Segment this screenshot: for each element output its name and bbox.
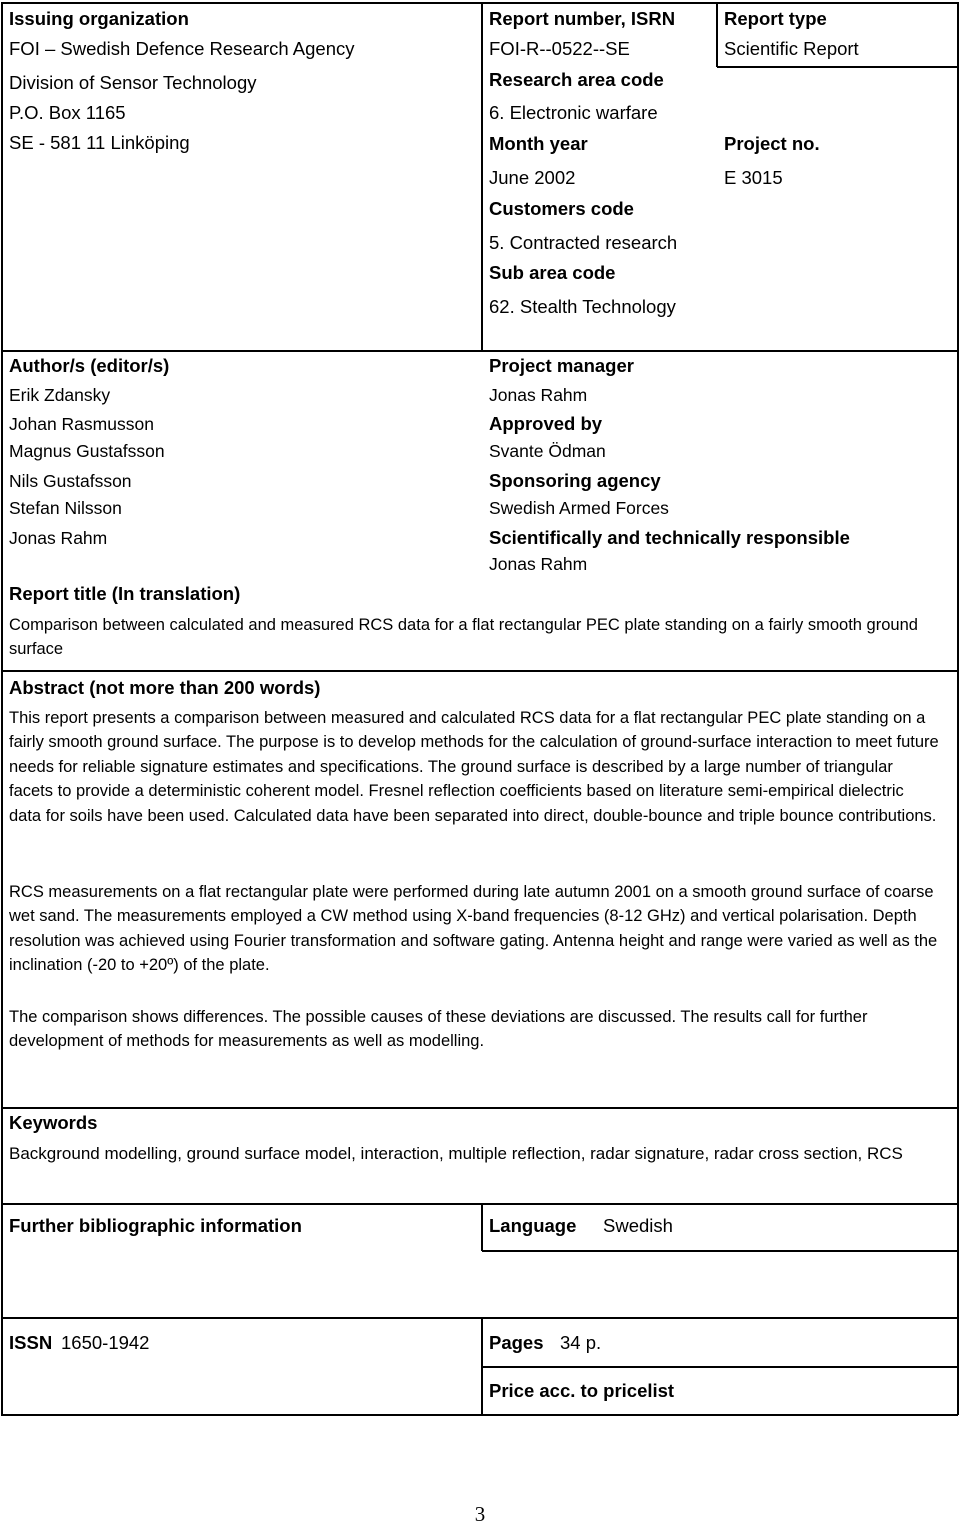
customers-code-value: 5. Contracted research	[489, 232, 678, 253]
issuing-organization-label: Issuing organization	[9, 8, 189, 29]
language-label: Language	[489, 1215, 577, 1236]
month-year-value: June 2002	[489, 167, 576, 188]
project-no-label: Project no.	[724, 133, 820, 154]
rule-under-report-type	[717, 66, 958, 68]
issn-label: ISSN	[9, 1332, 53, 1353]
approved-by-value: Svante Ödman	[489, 441, 606, 461]
author-name: Stefan Nilsson	[9, 498, 122, 518]
sponsoring-agency-value: Swedish Armed Forces	[489, 498, 669, 518]
responsible-value: Jonas Rahm	[489, 554, 588, 574]
border-bottom	[1, 1414, 958, 1416]
report-type-label: Report type	[724, 8, 827, 29]
issuing-line-4: SE - 581 11 Linköping	[9, 132, 190, 153]
abstract-paragraph-1: This report presents a comparison between measured and calculated RCS data for a flat rectangular PEC plate standing on a fairly smooth ground surface. The purpose is to develop methods for the calculation of ground-surface interaction to meet future needs for reliable signature estimates and specifications. The ground surface is described by a large number of triangular facets to provide a deterministic coherent model. Fresnel reflection coefficients based on literature semi-empirical dielectric data for soils have been used. Calculated data have been separated into direct, double-bounce and triple bounce contributions.	[9, 709, 939, 825]
project-manager-value: Jonas Rahm	[489, 385, 588, 405]
responsible-label: Scientifically and technically responsible	[489, 527, 850, 548]
price-label: Price acc. to pricelist	[489, 1380, 675, 1401]
pages-label: Pages	[489, 1332, 544, 1353]
issuing-line-3: P.O. Box 1165	[9, 102, 126, 123]
author-name: Johan Rasmusson	[9, 414, 154, 434]
approved-by-label: Approved by	[489, 413, 603, 434]
sub-area-value: 62. Stealth Technology	[489, 296, 676, 317]
page-number: 3	[474, 1502, 486, 1526]
research-area-value: 6. Electronic warfare	[489, 102, 658, 123]
issuing-line-1: FOI – Swedish Defence Research Agency	[9, 38, 355, 59]
research-area-label: Research area code	[489, 69, 664, 90]
divider-further	[481, 1203, 483, 1251]
report-number-label: Report number, ISRN	[489, 8, 676, 29]
rule-under-title	[1, 670, 958, 672]
keywords-text: Background modelling, ground surface model, interaction, multiple reflection, radar signature, radar cross section, RCS	[9, 1144, 903, 1163]
report-title-text: Comparison between calculated and measured RCS data for a flat rectangular PEC plate standing on a fairly smooth ground surface	[9, 616, 918, 659]
rule-above-keywords	[1, 1107, 958, 1109]
author-name: Magnus Gustafsson	[9, 441, 165, 461]
keywords-label: Keywords	[9, 1112, 98, 1133]
issuing-line-2: Division of Sensor Technology	[9, 72, 257, 93]
rule-under-header	[1, 350, 958, 352]
border-right	[957, 2, 959, 1415]
divider-report-type	[716, 2, 718, 67]
abstract-paragraph-3: The comparison shows differences. The possible causes of these deviations are discussed. The results call for further development of methods for measurements as well as modelling.	[9, 1008, 868, 1051]
divider-issn	[481, 1317, 483, 1415]
sponsoring-agency-label: Sponsoring agency	[489, 470, 661, 491]
border-left	[1, 2, 3, 1415]
rule-under-language	[482, 1250, 958, 1252]
authors-label: Author/s (editor/s)	[9, 355, 170, 376]
language-value: Swedish	[603, 1215, 673, 1236]
rule-above-further	[1, 1203, 958, 1205]
abstract-paragraph-2: RCS measurements on a flat rectangular plate were performed during late autumn 2001 on a smooth ground surface of coarse wet sand. The measurements employed a CW method using X-band frequencies (8-12 GHz) and vertical polarisation. Depth resolution was achieved using Fourier transformation and software gating. Antenna height and range were varied as well as the inclination (-20 to +20º) of the plate.	[9, 883, 938, 975]
report-type-value: Scientific Report	[724, 38, 859, 59]
month-year-label: Month year	[489, 133, 588, 154]
divider-header	[481, 2, 483, 351]
report-number-value: FOI-R--0522--SE	[489, 38, 630, 59]
author-name: Jonas Rahm	[9, 528, 108, 548]
sub-area-label: Sub area code	[489, 262, 616, 283]
project-no-value: E 3015	[724, 167, 783, 188]
abstract-label: Abstract (not more than 200 words)	[9, 677, 321, 698]
report-title-label: Report title (In translation)	[9, 583, 241, 604]
border-top	[1, 2, 958, 4]
author-name: Nils Gustafsson	[9, 471, 132, 491]
issn-value: 1650-1942	[61, 1332, 150, 1353]
project-manager-label: Project manager	[489, 355, 634, 376]
rule-above-issn	[1, 1317, 958, 1319]
pages-value: 34 p.	[560, 1332, 602, 1353]
further-info-label: Further bibliographic information	[9, 1215, 302, 1236]
customers-code-label: Customers code	[489, 198, 634, 219]
rule-under-pages	[482, 1366, 958, 1368]
author-name: Erik Zdansky	[9, 385, 111, 405]
